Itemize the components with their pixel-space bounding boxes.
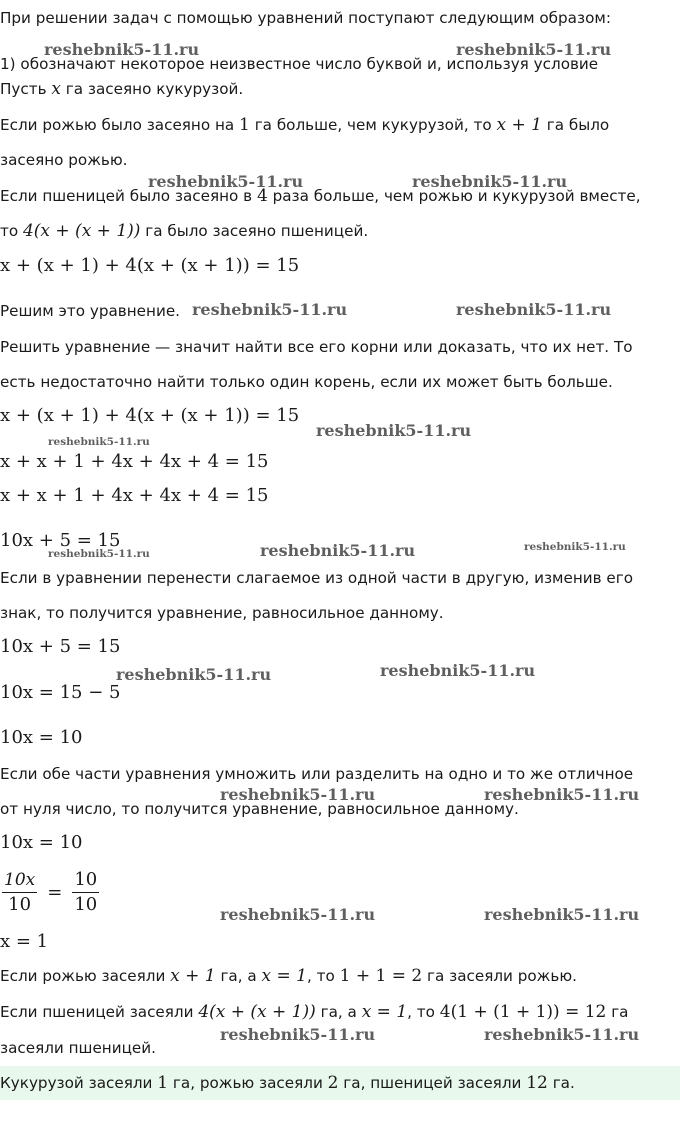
- wheat-text-2: то 4(x + (x + 1)) га было засеяно пшеницей.: [0, 221, 369, 241]
- wheat-text-1: Если пшеницей было засеяно в 4 раза больше, чем рожью и кукурузой вместе,: [0, 186, 641, 206]
- rule1-line-2: знак, то получится уравнение, равносильное данному.: [0, 604, 444, 622]
- watermark: reshebnik5-11.ru: [48, 436, 150, 448]
- equation-step-4: 10x + 5 = 15: [0, 530, 121, 551]
- rye-text-1: Если рожью было засеяно на 1 га больше, чем кукурузой, то x + 1 га было: [0, 115, 610, 135]
- equation-step-9: x = 1: [0, 931, 49, 952]
- watermark: reshebnik5-11.ru: [260, 541, 416, 560]
- result-rye: Если рожью засеяли x + 1 га, а x = 1, то 1 + 1 = 2 га засеяли рожью.: [0, 966, 577, 986]
- definition-line-1: Решить уравнение — значит найти все его корни или доказать, что их нет. То: [0, 338, 633, 356]
- rule2-line-1: Если обе части уравнения умножить или разделить на одно и то же отличное: [0, 765, 634, 783]
- rye-text-2: засеяно рожью.: [0, 151, 128, 169]
- watermark: reshebnik5-11.ru: [316, 421, 472, 440]
- watermark: reshebnik5-11.ru: [192, 300, 348, 319]
- answer-box: Кукурузой засеяли 1 га, рожью засеяли 2 га, пшеницей засеяли 12 га.: [0, 1066, 680, 1100]
- equation-step-1: x + (x + 1) + 4(x + (x + 1)) = 15: [0, 405, 300, 426]
- equation-step-7: 10x = 10: [0, 727, 83, 748]
- main-equation: x + (x + 1) + 4(x + (x + 1)) = 15: [0, 255, 300, 276]
- rule1-line-1: Если в уравнении перенести слагаемое из одной части в другую, изменив его: [0, 569, 634, 587]
- fraction-equation: $\frac{10x}{10}$ = $\frac{10}{10}$: [4, 869, 98, 915]
- watermark: reshebnik5-11.ru: [524, 541, 626, 553]
- equation-step-6: 10x = 15 − 5: [0, 682, 121, 703]
- equation-step-2: x + x + 1 + 4x + 4x + 4 = 15: [0, 451, 269, 472]
- watermark: reshebnik5-11.ru: [220, 785, 376, 804]
- intro-text: При решении задач с помощью уравнений поступают следующим образом:: [0, 9, 611, 27]
- watermark: reshebnik5-11.ru: [380, 661, 536, 680]
- watermark: reshebnik5-11.ru: [48, 548, 150, 560]
- watermark: reshebnik5-11.ru: [456, 300, 612, 319]
- rule2-line-2: от нуля число, то получится уравнение, равносильное данному.: [0, 800, 519, 818]
- watermark: reshebnik5-11.ru: [148, 172, 304, 191]
- watermark: reshebnik5-11.ru: [412, 172, 568, 191]
- watermark: reshebnik5-11.ru: [484, 785, 640, 804]
- definition-line-2: есть недостаточно найти только один корень, если их может быть больше.: [0, 373, 613, 391]
- watermark: reshebnik5-11.ru: [44, 40, 200, 59]
- let-text: Пусть x га засеяно кукурузой.: [0, 79, 244, 99]
- watermark: reshebnik5-11.ru: [456, 40, 612, 59]
- result-wheat-2: засеяли пшеницей.: [0, 1039, 156, 1057]
- watermark: reshebnik5-11.ru: [484, 905, 640, 924]
- equation-step-8: 10x = 10: [0, 832, 83, 853]
- solve-text: Решим это уравнение.: [0, 302, 180, 320]
- equation-step-3: x + x + 1 + 4x + 4x + 4 = 15: [0, 485, 269, 506]
- result-wheat-1: Если пшеницей засеяли 4(x + (x + 1)) га, а x = 1, то 4(1 + (1 + 1)) = 12 га: [0, 1002, 629, 1022]
- equation-step-5: 10x + 5 = 15: [0, 636, 121, 657]
- watermark: reshebnik5-11.ru: [484, 1025, 640, 1044]
- step1-text: 1) обозначают некоторое неизвестное число буквой и, используя условие: [0, 55, 599, 73]
- watermark: reshebnik5-11.ru: [116, 665, 272, 684]
- watermark: reshebnik5-11.ru: [220, 1025, 376, 1044]
- watermark: reshebnik5-11.ru: [220, 905, 376, 924]
